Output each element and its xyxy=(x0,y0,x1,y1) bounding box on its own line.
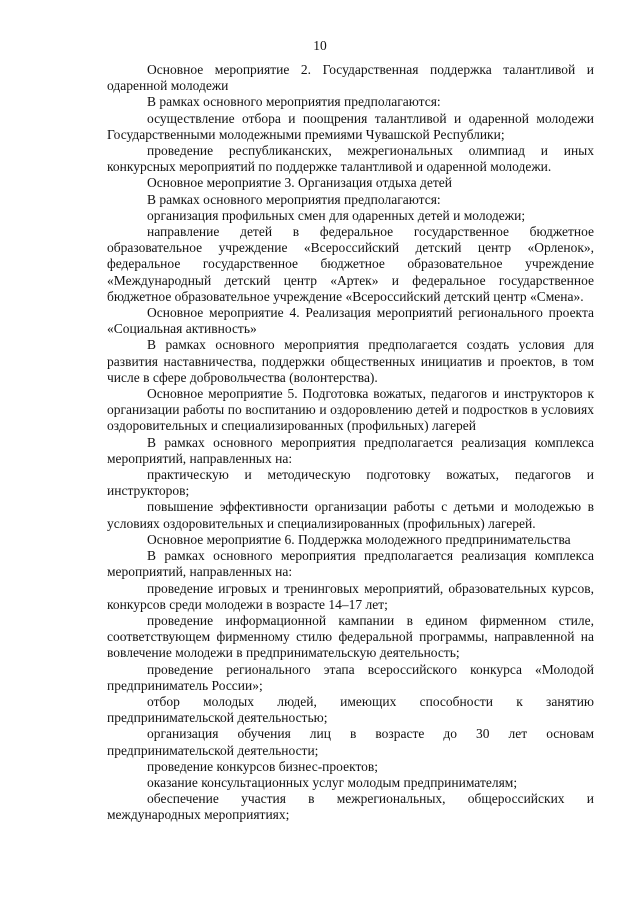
paragraph-5: Основное мероприятие 3. Организация отдыха детей xyxy=(147,175,453,191)
paragraph-7: организация профильных смен для одаренных детей и молодежи; xyxy=(147,207,526,223)
paragraph-12: В рамках основного мероприятия предполагается реализация комплекса мероприятий, направленных на: xyxy=(107,434,594,466)
paragraph-6: В рамках основного мероприятия предполагаются: xyxy=(147,191,441,207)
paragraph-11: Основное мероприятие 5. Подготовка вожатых, педагогов и инструкторов к организации работы по воспитанию и оздоровлению детей и подростков в условиях оздоровительных и специализированных (профильных) лагерей xyxy=(107,386,594,434)
paragraph-17: проведение игровых и тренинговых мероприятий, образовательных курсов, конкурсов среди молодежи в возрасте 14–17 лет; xyxy=(107,580,594,612)
paragraph-9: Основное мероприятие 4. Реализация мероприятий регионального проекта «Социальная активность» xyxy=(107,305,594,337)
paragraph-24: обеспечение участия в межрегиональных, общероссийских и международных мероприятиях; xyxy=(107,791,594,823)
paragraph-10: В рамках основного мероприятия предполагается создать условия для развития наставничества, поддержки общественных инициатив и проектов, в том числе в сфере добровольчества (волонтерства). xyxy=(107,337,594,385)
paragraph-22: проведение конкурсов бизнес-проектов; xyxy=(147,758,379,774)
paragraph-8: направление детей в федеральное государственное бюджетное образовательное учреждение «Всероссийский детский центр «Орленок», федеральное государственное бюджетное образовательное учреждение «Международный детский центр «Артек» и федеральное государственное бюджетное образовательное учреждение «Всероссийский детский центр «Смена». xyxy=(107,224,594,304)
paragraph-4: проведение республиканских, межрегиональных олимпиад и иных конкурсных мероприятий по поддержке талантливой и одаренной молодежи. xyxy=(107,143,594,175)
page-number: 10 xyxy=(313,38,327,53)
paragraph-1: Основное мероприятие 2. Государственная поддержка талантливой и одаренной молодежи xyxy=(107,62,594,94)
document-body xyxy=(107,62,594,824)
paragraph-23: оказание консультационных услуг молодым предпринимателям; xyxy=(147,774,518,790)
paragraph-16: В рамках основного мероприятия предполагается реализация комплекса мероприятий, направленных на: xyxy=(107,548,594,580)
paragraph-20: отбор молодых людей, имеющих способности к занятию предпринимательской деятельностью; xyxy=(107,693,594,726)
paragraph-3: осуществление отбора и поощрения талантливой и одаренной молодежи Государственными молодежными премиями Чувашской Республики; xyxy=(107,110,594,142)
paragraph-2: В рамках основного мероприятия предполагаются: xyxy=(147,94,441,110)
paragraph-18: проведение информационной кампании в едином фирменном стиле, соответствующем фирменному стилю федеральной программы, направленной на вовлечение молодежи в предпринимательскую деятельность; xyxy=(107,612,594,661)
paragraph-15: Основное мероприятие 6. Поддержка молодежного предпринимательства xyxy=(147,531,571,547)
paragraph-21: организация обучения лиц в возрасте до 30 лет основам предпринимательской деятельности; xyxy=(107,726,594,758)
paragraph-13: практическую и методическую подготовку вожатых, педагогов и инструкторов; xyxy=(107,467,594,499)
paragraph-19: проведение регионального этапа всероссийского конкурса «Молодой предприниматель России»; xyxy=(107,661,594,693)
paragraph-14: повышение эффективности организации работы с детьми и молодежью в условиях оздоровительных и специализированных (профильных) лагерей. xyxy=(107,499,594,531)
